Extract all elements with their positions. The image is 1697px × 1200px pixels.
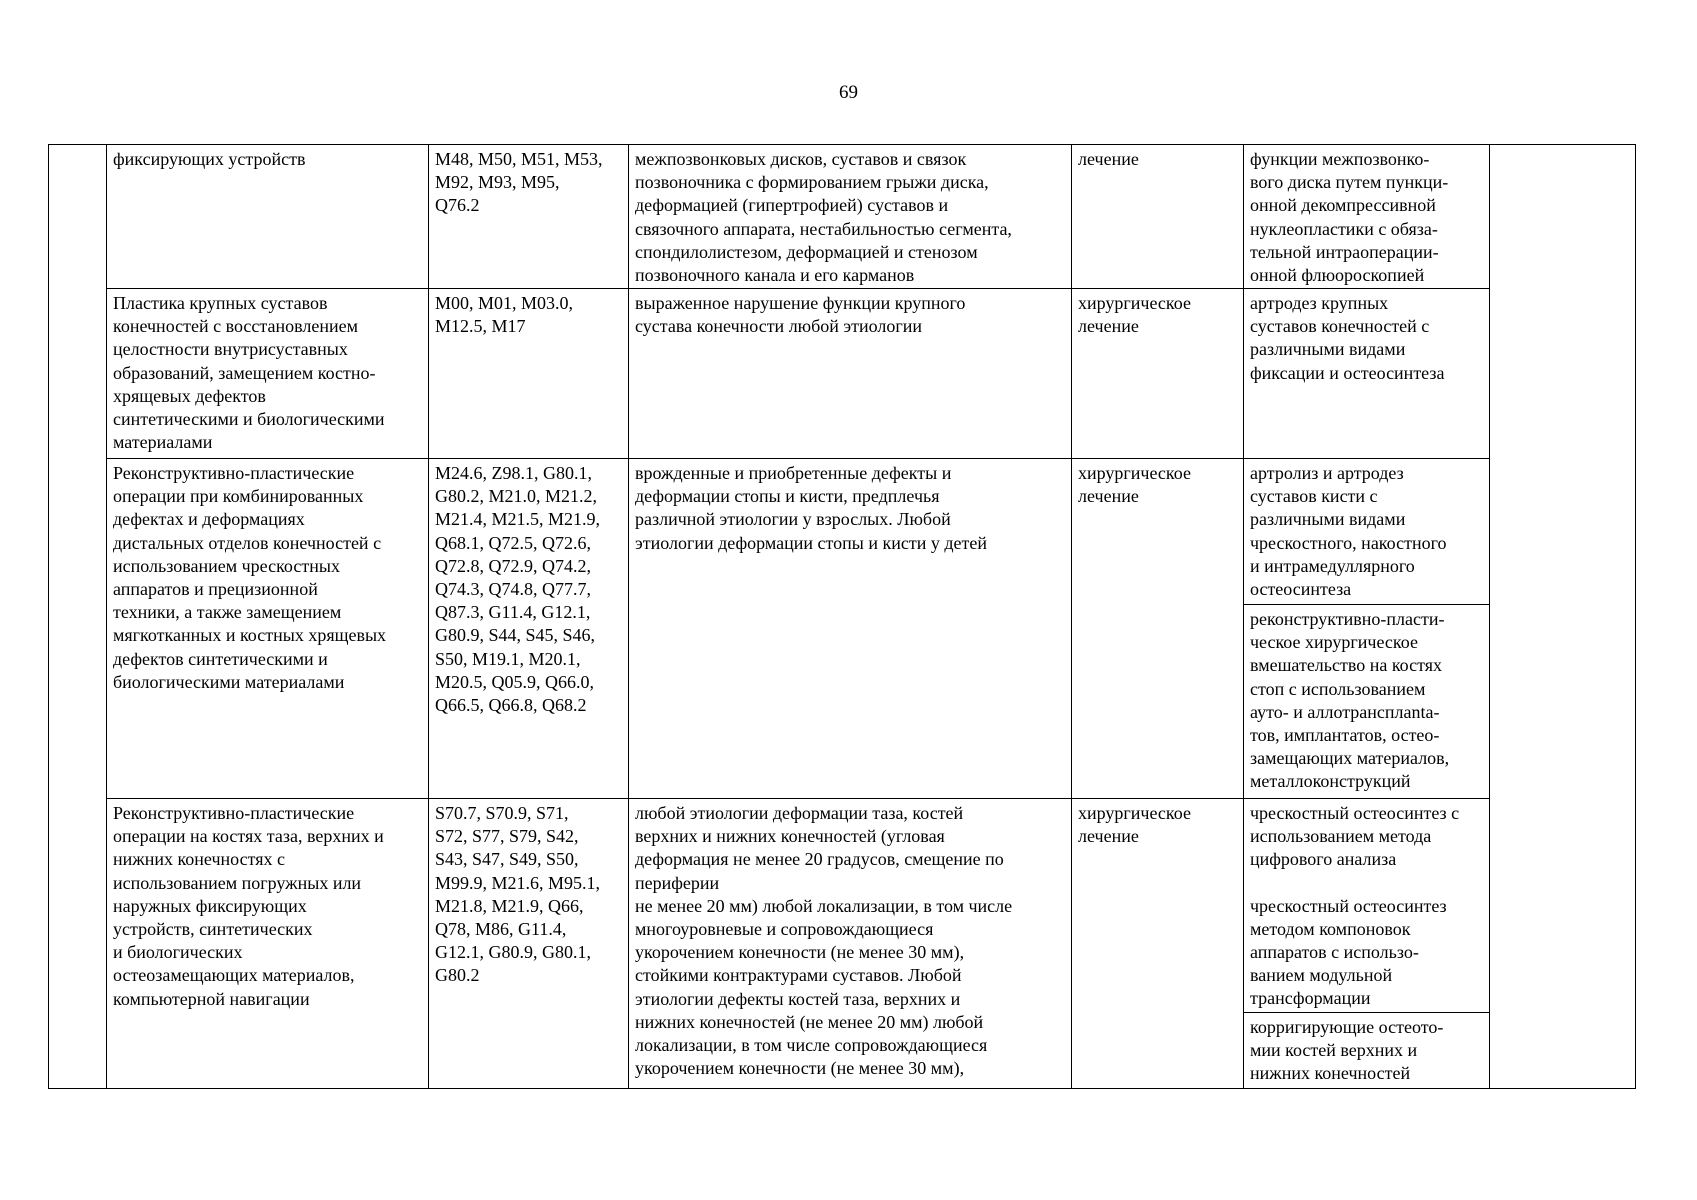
text-line: сустава конечности любой этиологии <box>635 316 923 337</box>
text-line: врожденные и приобретенные дефекты и <box>635 463 952 483</box>
text-line: G12.1, G80.9, G80.1, <box>435 942 591 963</box>
icd-codes-cell <box>429 799 629 1089</box>
text-line: и интрамедуллярного <box>1250 555 1415 576</box>
text-line: Q74.3, Q74.8, Q77.7, <box>435 579 591 600</box>
text-line: нуклеопластики с обяза- <box>1250 218 1438 239</box>
table-row <box>49 799 1636 1013</box>
text-line: остеосинтеза <box>1250 579 1352 600</box>
text-line: Q78, M86, G11.4, <box>435 919 567 940</box>
text-line: тов, имплантатов, остео- <box>1250 725 1440 746</box>
text-line: дефектах и деформациях <box>113 509 305 530</box>
method-cell <box>1244 459 1490 605</box>
text-line: M48, M50, M51, M53, <box>435 149 603 169</box>
text-line: M21.8, M21.9, Q66, <box>435 895 584 916</box>
text-line: тельной интраоперации- <box>1250 241 1439 262</box>
text-line: операции на костях таза, верхних и <box>113 826 384 847</box>
text-line: конечностей с восстановлением <box>113 316 358 337</box>
text-line: мии костей верхних и <box>1250 1040 1418 1061</box>
text-line: локализации, в том числе сопровождающиеся <box>635 1035 988 1056</box>
text-line: M00, M01, M03.0, <box>435 293 574 313</box>
text-line: лечение <box>1078 316 1139 337</box>
text-line: суставов конечностей с <box>1250 316 1430 337</box>
text-line: G80.9, S44, S45, S46, <box>435 625 596 646</box>
text-line: лечение <box>1078 486 1139 507</box>
procedure-name-cell <box>107 799 429 1089</box>
text-line: ческое хирургическое <box>1250 632 1418 653</box>
text-line: артролиз и артродез <box>1250 463 1404 483</box>
services-table <box>48 144 1636 1089</box>
text-line: межпозвонковых дисков, суставов и связок <box>635 149 967 169</box>
text-line: различной этиологии у взрослых. Любой <box>635 509 951 530</box>
cost-column-cell <box>1490 145 1636 1089</box>
text-line: многоуровневые и сопровождающиеся <box>635 919 934 940</box>
text-line: мягкотканных и костных хрящевых <box>113 625 387 646</box>
text-line: наружных фиксирующих <box>113 895 307 916</box>
text-line: G80.2, M21.0, M21.2, <box>435 486 598 507</box>
text-line: трансформации <box>1250 988 1371 1009</box>
text-line: Q76.2 <box>435 195 480 216</box>
text-line: Q87.3, G11.4, G12.1, <box>435 602 591 623</box>
treatment-type-cell <box>1072 459 1244 799</box>
text-line: цифрового анализа <box>1250 849 1397 870</box>
treatment-type-cell <box>1072 799 1244 1089</box>
text-line: укорочением конечности (не менее 30 мм), <box>635 1058 965 1079</box>
text-line: чрескостный остеосинтез <box>1250 895 1447 916</box>
text-line: S70.7, S70.9, S71, <box>435 803 569 823</box>
text-line: различными видами <box>1250 509 1406 530</box>
text-line: вмешательство на костях <box>1250 655 1443 676</box>
text-line: S50, M19.1, M20.1, <box>435 648 581 669</box>
text-line: операции при комбинированных <box>113 486 364 507</box>
text-line: M92, M93, M95, <box>435 172 560 193</box>
text-line: Q72.8, Q72.9, Q74.2, <box>435 555 591 576</box>
text-line: хирургическое <box>1078 463 1191 483</box>
text-line: онной декомпрессивной <box>1250 195 1436 216</box>
text-line: функции межпозвонко- <box>1250 149 1430 169</box>
text-line: деформации стопы и кисти, предплечья <box>635 486 940 507</box>
procedure-name-cell <box>107 459 429 799</box>
icd-codes-cell <box>429 145 629 289</box>
text-line: вого диска путем пункци- <box>1250 172 1449 193</box>
text-line: выраженное нарушение функции крупного <box>635 293 966 313</box>
text-line: стойкими контрактурами суставов. Любой <box>635 965 962 986</box>
text-line: суставов кисти с <box>1250 486 1378 507</box>
text-line: синтетическими и биологическими <box>113 409 385 430</box>
text-line: чрескостный остеосинтез с <box>1250 803 1460 823</box>
text-line: не менее 20 мм) любой локализации, в том числе <box>635 895 1013 916</box>
text-line: хирургическое <box>1078 803 1191 823</box>
patient-model-cell <box>629 459 1072 799</box>
text-line: устройств, синтетических <box>113 919 313 940</box>
method-cell <box>1244 799 1490 1013</box>
text-line: реконструктивно-пласти- <box>1250 609 1445 629</box>
text-line: укорочением конечности (не менее 30 мм), <box>635 942 965 963</box>
text-line: корригирующие остеото- <box>1250 1017 1444 1037</box>
text-line: лечение <box>1078 826 1139 847</box>
text-line: Реконструктивно-пластические <box>113 803 355 823</box>
patient-model-cell <box>629 799 1072 1089</box>
treatment-type-cell <box>1072 145 1244 289</box>
text-line: Реконструктивно-пластические <box>113 463 355 483</box>
text-line: хирургическое <box>1078 293 1191 313</box>
text-line: материалами <box>113 432 213 453</box>
text-line: M12.5, M17 <box>435 316 526 337</box>
text-line: металлоконструкций <box>1250 771 1411 792</box>
text-line: периферии <box>635 872 720 893</box>
text-line: фиксирующих устройств <box>113 149 306 169</box>
text-line: хрящевых дефектов <box>113 385 266 406</box>
text-line: лечение <box>1078 149 1139 169</box>
text-line: этиологии дефекты костей таза, верхних и <box>635 988 961 1009</box>
text-line: ауто- и аллотрансплanta- <box>1250 701 1440 722</box>
number-column-cell <box>49 145 107 1089</box>
text-line: фиксации и остеосинтеза <box>1250 362 1445 383</box>
text-line: чрескостного, накостного <box>1250 532 1447 553</box>
text-line: Q68.1, Q72.5, Q72.6, <box>435 532 591 553</box>
table-row <box>49 289 1636 459</box>
method-cell <box>1244 1013 1490 1089</box>
text-line: S43, S47, S49, S50, <box>435 849 579 870</box>
page-number: 69 <box>839 82 858 103</box>
text-line: использованием чрескостных <box>113 555 340 576</box>
text-line: компьютерной навигации <box>113 988 310 1009</box>
text-line: связочного аппарата, нестабильностью сегмента, <box>635 218 1012 239</box>
text-line: G80.2 <box>435 965 480 986</box>
icd-codes-cell <box>429 289 629 459</box>
method-line-group <box>1250 895 1483 1011</box>
text-line: дистальных отделов конечностей с <box>113 532 382 553</box>
text-line: замещающих материалов, <box>1250 748 1450 769</box>
table-row <box>49 459 1636 605</box>
text-line: аппаратов с использо- <box>1250 942 1419 963</box>
text-line: нижних конечностях с <box>113 849 285 870</box>
text-line: верхних и нижних конечностей (угловая <box>635 826 945 847</box>
text-line: позвоночника с формированием грыжи диска, <box>635 172 989 193</box>
text-line: M20.5, Q05.9, Q66.0, <box>435 671 595 692</box>
treatment-type-cell <box>1072 289 1244 459</box>
text-line: позвоночного канала и его карманов <box>635 265 915 286</box>
text-line: методом компоновок <box>1250 918 1411 939</box>
text-line: любой этиологии деформации таза, костей <box>635 803 964 823</box>
method-cell <box>1244 289 1490 459</box>
method-cell <box>1244 605 1490 799</box>
text-line: аппаратов и прецизионной <box>113 579 318 600</box>
text-line: биологическими материалами <box>113 671 345 692</box>
procedure-name-cell <box>107 145 429 289</box>
text-line: нижних конечностей (не менее 20 мм) любой <box>635 1011 984 1032</box>
text-line: использованием метода <box>1250 826 1432 847</box>
procedure-name-cell <box>107 289 429 459</box>
text-line: Пластика крупных суставов <box>113 293 328 313</box>
text-line: S72, S77, S79, S42, <box>435 826 579 847</box>
text-line: деформация не менее 20 градусов, смещение по <box>635 849 1004 870</box>
text-line: M24.6, Z98.1, G80.1, <box>435 463 592 483</box>
text-line: использованием погружных или <box>113 872 362 893</box>
table-row <box>49 145 1636 289</box>
text-line: целостности внутрисуставных <box>113 339 348 360</box>
method-cell <box>1244 145 1490 289</box>
text-line: деформацией (гипертрофией) суставов и <box>635 195 949 216</box>
text-line: онной флюороскопией <box>1250 265 1425 286</box>
patient-model-cell <box>629 289 1072 459</box>
text-line: M99.9, M21.6, M95.1, <box>435 872 601 893</box>
text-line: техники, а также замещением <box>113 602 342 623</box>
text-line: этиологии деформации стопы и кисти у детей <box>635 532 988 553</box>
text-line: стоп с использованием <box>1250 678 1426 699</box>
icd-codes-cell <box>429 459 629 799</box>
text-line: остеозамещающих материалов, <box>113 965 355 986</box>
text-line: артродез крупных <box>1250 293 1389 313</box>
text-line: образований, замещением костно- <box>113 362 376 383</box>
text-line: ванием модульной <box>1250 965 1393 986</box>
patient-model-cell <box>629 145 1072 289</box>
text-line: Q66.5, Q66.8, Q68.2 <box>435 695 587 716</box>
text-line: различными видами <box>1250 339 1406 360</box>
text-line: спондилолистезом, деформацией и стенозом <box>635 241 978 262</box>
text-line: и биологических <box>113 942 243 963</box>
method-line-group <box>1250 802 1483 872</box>
text-line: дефектов синтетическими и <box>113 648 328 669</box>
text-line: нижних конечностей <box>1250 1063 1411 1084</box>
text-line: M21.4, M21.5, M21.9, <box>435 509 601 530</box>
